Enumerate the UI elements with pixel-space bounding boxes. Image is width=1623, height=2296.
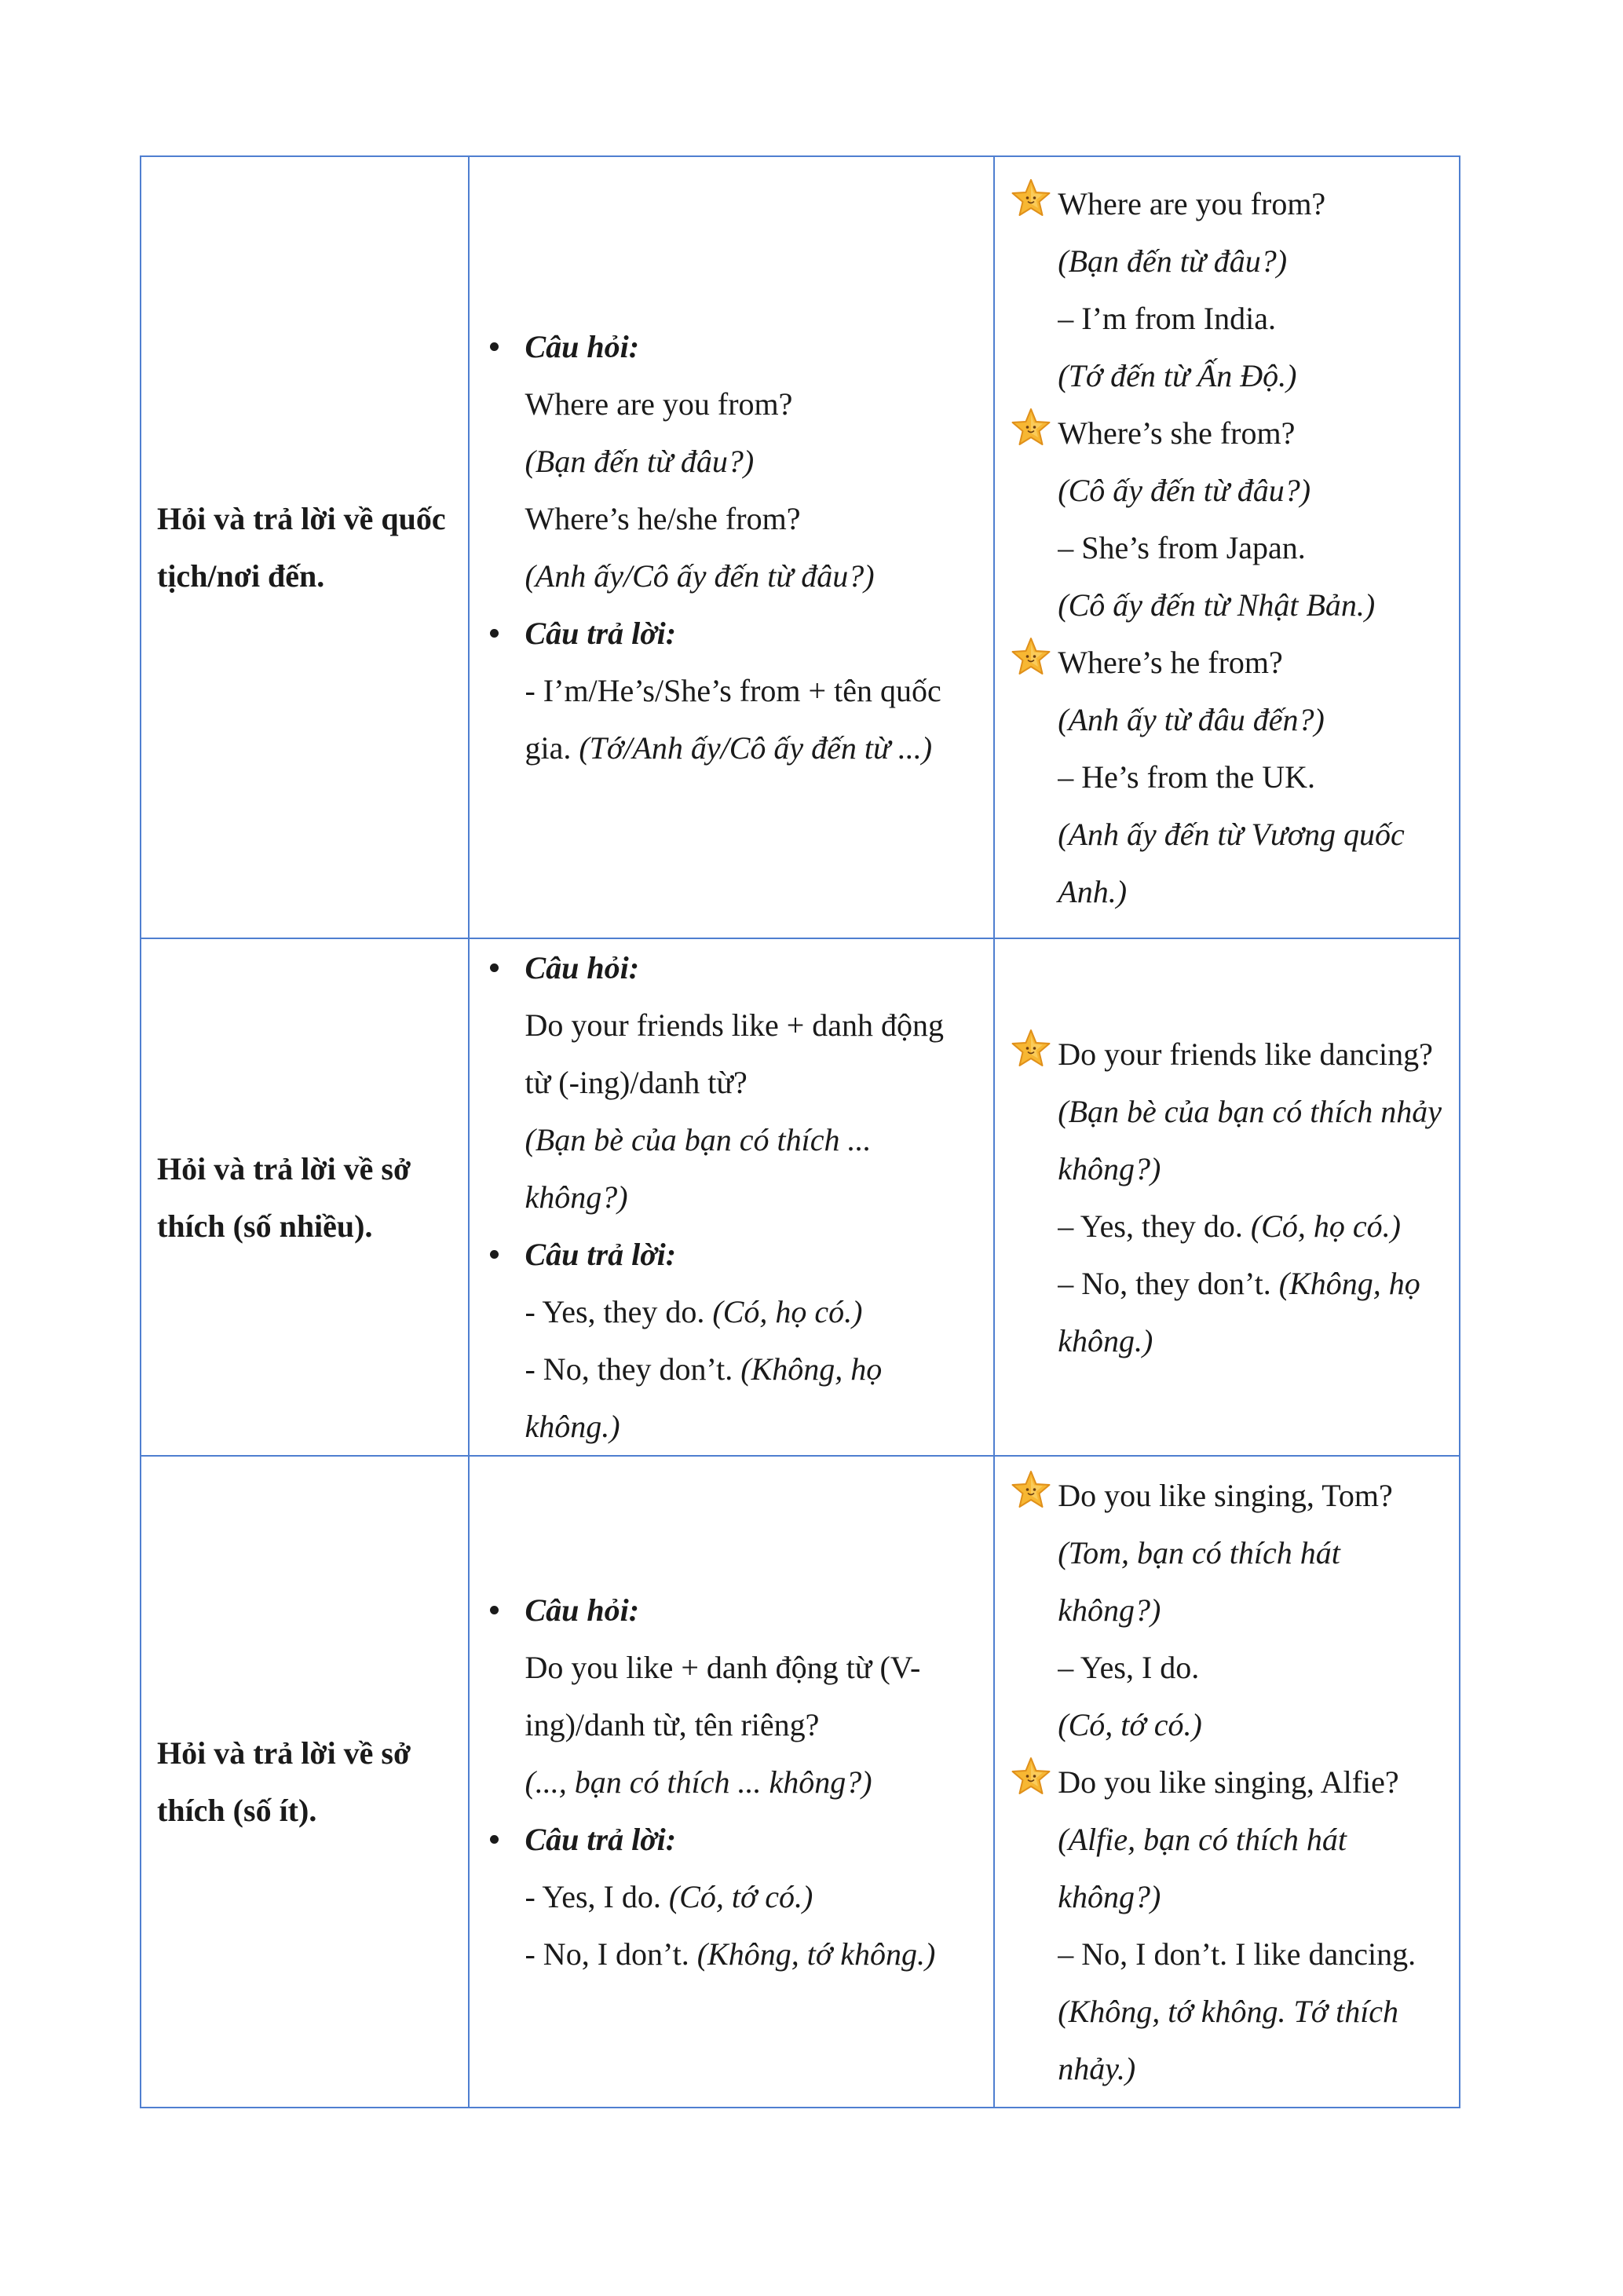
example-answer: – Yes, I do. <box>1058 1649 1200 1685</box>
answer-text: - No, they don’t. <box>525 1351 733 1387</box>
example-answer: – No, I don’t. I like dancing. <box>1058 1936 1416 1972</box>
structure-line: Do your friends like + danh động từ (-ing)/danh từ? <box>525 1007 945 1100</box>
table-row <box>141 938 1460 1456</box>
question-heading: Câu hỏi: <box>525 329 640 364</box>
example-item <box>1009 175 1443 404</box>
example-question-translation: (Bạn đến từ đâu?) <box>1058 243 1288 279</box>
topic-cell <box>141 938 469 1456</box>
example-answer: – He’s from the UK. <box>1058 759 1315 795</box>
question-heading: Câu hỏi: <box>525 950 640 985</box>
example-answer-translation: (Anh ấy đến từ Vương quốc Anh.) <box>1058 816 1405 909</box>
structure-cell <box>469 1456 994 2108</box>
example-answer-line <box>1058 1197 1443 1255</box>
structure-cell <box>469 938 994 1456</box>
answer-text: - I’m/He’s/She’s from + tên quốc gia. <box>525 673 941 766</box>
grammar-table <box>140 155 1460 2108</box>
structure-line: Do you like + danh động từ (V-ing)/danh từ, tên riêng? <box>525 1649 921 1742</box>
answer-block <box>490 605 970 777</box>
structure-translation: (Bạn bè của bạn có thích ... không?) <box>525 1122 872 1215</box>
star-icon <box>1009 635 1053 679</box>
example-answer-translation: (Có, họ có.) <box>1250 1208 1401 1244</box>
answer-heading: Câu trả lời: <box>525 616 677 651</box>
answer-line <box>525 1340 970 1455</box>
star-icon <box>1009 406 1053 450</box>
example-answer-translation: (Không, tớ không. Tớ thích nhảy.) <box>1058 1993 1399 2086</box>
example-question: Do your friends like dancing? <box>1058 1036 1433 1072</box>
star-icon <box>1009 1027 1053 1071</box>
answer-translation: (Có, tớ có.) <box>668 1878 813 1914</box>
example-answer-translation: (Có, tớ có.) <box>1058 1706 1202 1742</box>
answer-line <box>525 662 970 777</box>
answer-heading: Câu trả lời: <box>525 1821 677 1857</box>
example-cell <box>994 156 1460 938</box>
example-question-translation: (Anh ấy từ đâu đến?) <box>1058 701 1325 737</box>
star-icon <box>1009 1468 1053 1512</box>
structure-translation: (Bạn đến từ đâu?) <box>525 444 755 479</box>
bullet-dot-icon <box>490 342 499 351</box>
example-cell <box>994 938 1460 1456</box>
example-question-translation: (Bạn bè của bạn có thích nhảy không?) <box>1058 1093 1442 1186</box>
example-question-translation: (Tom, bạn có thích hát không?) <box>1058 1534 1340 1628</box>
answer-text: - Yes, I do. <box>525 1878 661 1914</box>
answer-translation: (Tớ/Anh ấy/Cô ấy đến từ ...) <box>579 730 933 766</box>
bullet-dot-icon <box>490 963 499 972</box>
answer-line <box>525 1925 970 1983</box>
topic-text: Hỏi và trả lời về sở thích (số ít). <box>157 1735 411 1828</box>
example-answer: – No, they don’t. <box>1058 1265 1271 1301</box>
answer-line <box>525 1283 970 1340</box>
answer-translation: (Không, tớ không.) <box>696 1936 936 1972</box>
example-answer-translation: (Tớ đến từ Ấn Độ.) <box>1058 357 1297 393</box>
example-cell <box>994 1456 1460 2108</box>
bullet-dot-icon <box>490 1835 499 1844</box>
structure-translation: (Anh ấy/Cô ấy đến từ đâu?) <box>525 558 875 594</box>
question-block <box>490 1581 970 1811</box>
example-answer: – She’s from Japan. <box>1058 529 1306 565</box>
question-block <box>490 318 970 605</box>
topic-text: Hỏi và trả lời về sở thích (số nhiều). <box>157 1150 411 1244</box>
example-item <box>1009 404 1443 634</box>
table-row <box>141 156 1460 938</box>
answer-line <box>525 1868 970 1925</box>
structure-line: Where are you from? <box>525 386 793 422</box>
example-answer-translation: (Cô ấy đến từ Nhật Bản.) <box>1058 587 1376 623</box>
answer-block <box>490 1226 970 1455</box>
example-question: Where’s she from? <box>1058 415 1296 451</box>
answer-translation: (Có, họ có.) <box>712 1294 863 1329</box>
answer-text: - No, I don’t. <box>525 1936 689 1972</box>
answer-text: - Yes, they do. <box>525 1294 705 1329</box>
structure-line: Where’s he/she from? <box>525 501 801 536</box>
answer-translation: (Không, họ không.) <box>525 1351 883 1444</box>
question-block <box>490 939 970 1226</box>
example-question: Where’s he from? <box>1058 644 1283 680</box>
example-answer: – Yes, they do. <box>1058 1208 1243 1244</box>
example-answer: – I’m from India. <box>1058 300 1276 336</box>
example-item <box>1009 1753 1443 2097</box>
answer-block <box>490 1811 970 1983</box>
example-item <box>1009 1026 1443 1369</box>
structure-cell <box>469 156 994 938</box>
bullet-dot-icon <box>490 629 499 638</box>
example-question: Do you like singing, Alfie? <box>1058 1764 1399 1800</box>
answer-heading: Câu trả lời: <box>525 1237 677 1272</box>
star-icon <box>1009 1755 1053 1799</box>
example-answer-line <box>1058 1255 1443 1369</box>
example-question-translation: (Alfie, bạn có thích hát không?) <box>1058 1821 1347 1914</box>
example-question: Do you like singing, Tom? <box>1058 1477 1393 1513</box>
topic-cell <box>141 156 469 938</box>
example-question: Where are you from? <box>1058 185 1326 221</box>
example-item <box>1009 634 1443 920</box>
example-answer-translation: (Không, họ không.) <box>1058 1265 1420 1358</box>
bullet-dot-icon <box>490 1606 499 1614</box>
table-row <box>141 1456 1460 2108</box>
question-heading: Câu hỏi: <box>525 1592 640 1628</box>
topic-text: Hỏi và trả lời về quốc tịch/nơi đến. <box>157 501 446 594</box>
star-icon <box>1009 177 1053 221</box>
structure-translation: (..., bạn có thích ... không?) <box>525 1764 872 1800</box>
example-question-translation: (Cô ấy đến từ đâu?) <box>1058 472 1311 508</box>
bullet-dot-icon <box>490 1250 499 1259</box>
topic-cell <box>141 1456 469 2108</box>
example-item <box>1009 1467 1443 1753</box>
